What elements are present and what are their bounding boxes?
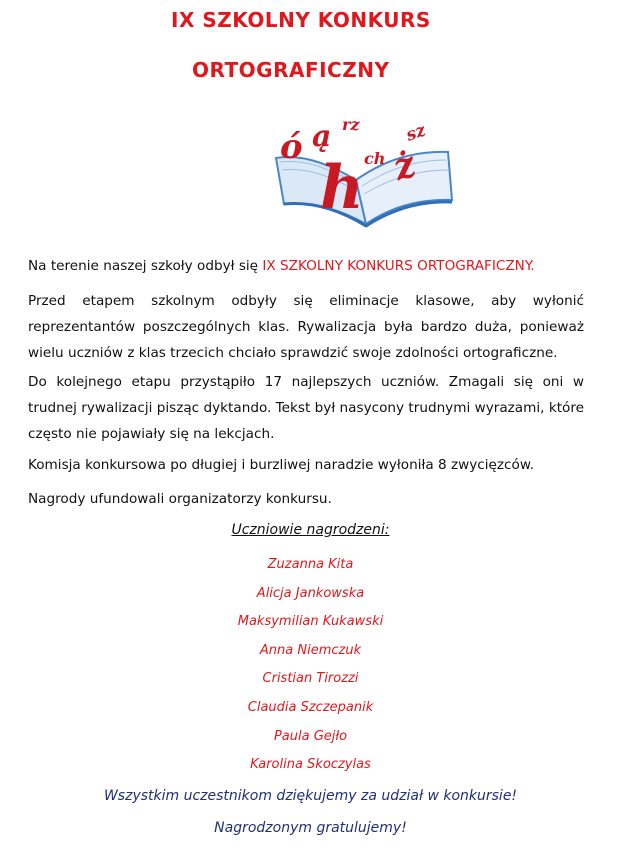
letter-h: h (320, 153, 364, 223)
eliminations-paragraph: Przed etapem szkolnym odbyły się eliminacje klasowe, aby wyłonić reprezentantów poszczególnych klas. Rywalizacja była bardzo duża, ponieważ wielu uczniów z klas trzecich chciało sprawdzić swoje zdolności ortograficzne. (28, 293, 584, 361)
winner-name: Claudia Szczepanik (247, 699, 374, 715)
winner-name: Alicja Jankowska (256, 585, 365, 601)
intro-text: Na terenie naszej szkoły odbył się (28, 258, 263, 274)
prizes-paragraph: Nagrody ufundowali organizatorzy konkursu. (28, 491, 332, 507)
winner-name: Maksymilian Kukawski (237, 614, 384, 630)
letter-z-dot: ż (388, 142, 421, 190)
thanks-message: Wszystkim uczestnikom dziękujemy za udział w konkursie! (103, 788, 518, 804)
winner-name: Cristian Tirozzi (262, 671, 359, 687)
winners-heading: Uczniowie nagrodzeni: (231, 522, 390, 538)
letter-o-acute: ó (280, 127, 303, 167)
winner-name: Zuzanna Kita (267, 557, 354, 572)
winner-name: Anna Niemczuk (259, 642, 362, 658)
winner-name: Paula Gejło (273, 728, 348, 744)
title-line-2: ORTOGRAFICZNY (192, 58, 390, 82)
letter-rz: rz (342, 115, 360, 134)
title-line-1: IX SZKOLNY KONKURS (171, 8, 431, 32)
letter-a-ogonek: ą (312, 119, 332, 154)
open-book-letters-icon (270, 100, 460, 230)
letter-ch: ch (364, 149, 386, 168)
winners-list (0, 551, 621, 780)
jury-paragraph: Komisja konkursowa po długiej i burzliwej naradzie wyłoniła 8 zwycięzców. (28, 457, 535, 473)
intro-paragraph (28, 253, 584, 279)
contest-name-highlight: IX SZKOLNY KONKURS ORTOGRAFICZNY. (262, 258, 535, 274)
letter-sz: sz (403, 120, 429, 146)
winner-name: Karolina Skoczylas (250, 757, 371, 773)
congrats-message: Nagrodzonym gratulujemy! (214, 820, 407, 836)
final-stage-paragraph: Do kolejnego etapu przystąpiło 17 najlepszych uczniów. Zmagali się oni w trudnej rywalizacji pisząc dyktando. Tekst był nasycony trudnymi wyrazami, które często nie pojawiały się na lekcjach. (28, 374, 584, 442)
